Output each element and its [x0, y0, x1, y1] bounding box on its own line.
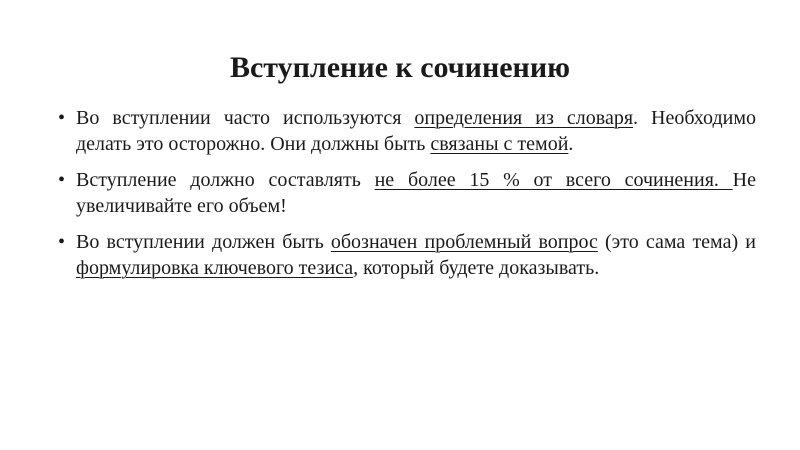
bullet-item [58, 167, 756, 219]
underlined-term: не более 15 % от всего сочинения. [374, 169, 733, 191]
text-segment: Не увеличивайте его объем! [76, 169, 756, 217]
bullet-marker: • [58, 107, 66, 129]
text-segment: Во вступлении должен быть [76, 231, 331, 253]
text-segment: Вступление должно составлять [76, 169, 375, 191]
bullet-marker: • [58, 231, 66, 253]
text-segment: Во вступлении часто используются [76, 107, 415, 129]
underlined-term: связаны с темой [430, 133, 569, 155]
bullet-text [76, 169, 756, 217]
slide-title: Вступление к сочинению [229, 51, 571, 84]
bullet-text [76, 107, 756, 155]
bullet-item [58, 105, 756, 157]
bullet-item [58, 229, 756, 281]
bullet-marker: • [58, 169, 66, 191]
underlined-term: формулировка ключевого тезиса [76, 257, 354, 279]
text-segment: , который будете доказывать. [353, 257, 600, 279]
underlined-term: обозначен проблемный вопрос [330, 231, 598, 253]
text-segment: . Необходимо делать это осторожно. Они должны быть [76, 107, 756, 155]
bullet-list [58, 105, 756, 291]
text-segment: . [568, 133, 574, 155]
text-segment: (это сама тема) и [597, 231, 756, 253]
underlined-term: определения из словаря [414, 107, 634, 129]
bullet-text [76, 231, 756, 279]
